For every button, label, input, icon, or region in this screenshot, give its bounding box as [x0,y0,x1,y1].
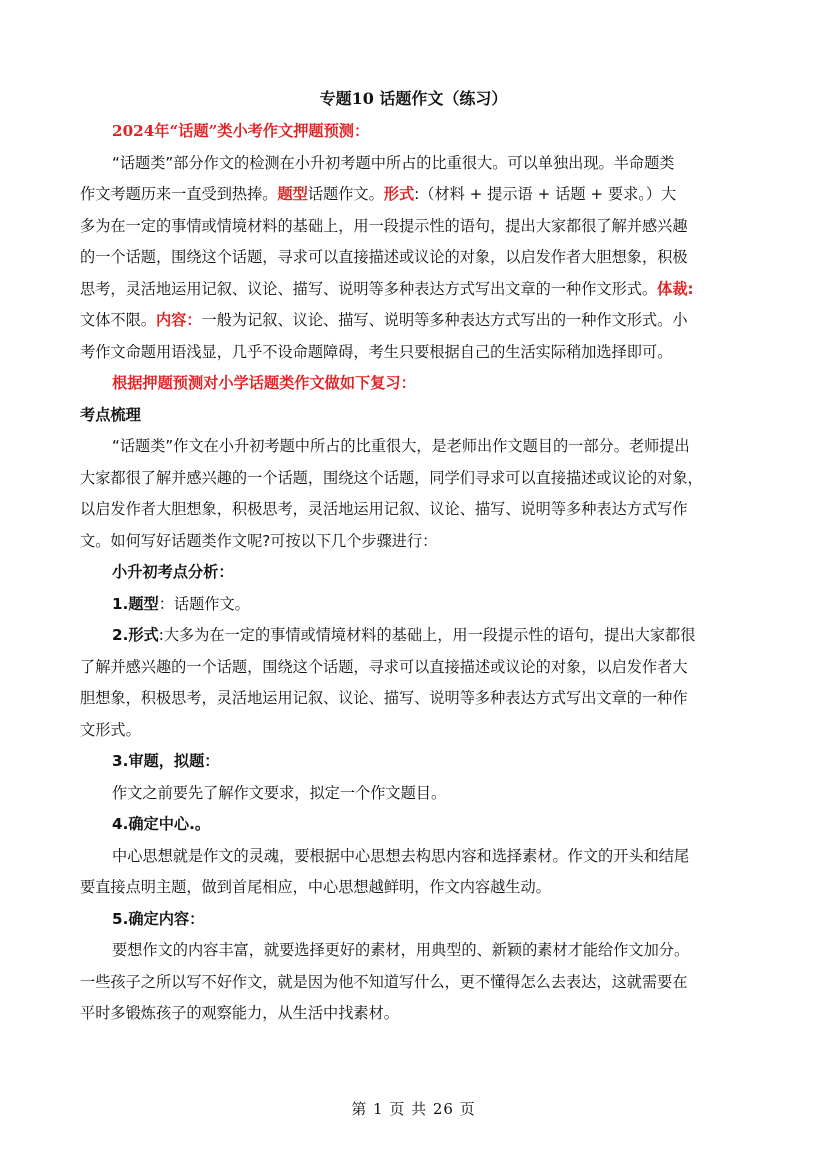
step-2-line-1 [80,620,760,652]
review-heading: 根据押题预测对小学话题类作文做如下复习： [112,374,416,392]
step-3-text: 作文之前要先了解作文要求，拟定一个作文题目。 [112,783,447,802]
step-5-line-3: 平时多锻炼孩子的观察能力，从生活中找素材。 [80,1004,399,1022]
label-tixing: 题型 [277,185,308,203]
intro-line-5 [80,274,760,306]
kaodian-line-1: “话题类”作文在小升初考题中所占的比重很大，是老师出作文题目的一部分。老师提出 [112,437,690,455]
step-2-line-4: 文形式。 [80,720,141,739]
step-1-text: ：话题作文。 [158,594,250,613]
step-4-label: 4.确定中心.。 [112,815,211,833]
intro-text: :（材料 + 提示语 + 话题 + 要求。）大 [414,185,677,203]
step-5-label: 5.确定内容： [112,909,205,928]
intro-text: 话题作文。 [307,185,384,203]
step-3-label: 3.审题，拟题： [112,752,220,770]
kaodian-title: 考点梳理 [80,405,141,424]
intro-line-1: “话题类”部分作文的检测在小升初考题中所占的比重很大。可以单独出现。半命题类 [112,153,675,172]
step-5-line-1: 要想作文的内容丰富，就要选择更好的素材，用典型的、新颖的素材才能给作文加分。 [112,941,690,959]
intro-line-3: 多为在一定的事情或情境材料的基础上，用一段提示性的语句，提出大家都很了解并感兴趣 [80,216,688,235]
analysis-title: 小升初考点分析： [112,563,234,581]
label-xingshi: 形式 [383,185,415,203]
intro-line-6 [80,305,760,337]
label-ticai: 体裁: [657,279,694,298]
intro-text: 一般为记叙、议论、描写、说明等多种表达方式写出的一种作文形式。小 [201,311,688,329]
step-2-line-3: 胆想象，积极思考，灵活地运用记叙、议论、描写、说明等多种表达方式写出文章的一种作 [80,689,688,707]
step-4-line-2: 要直接点明主题，做到首尾相应，中心思想越鲜明，作文内容越生动。 [80,878,551,896]
page-title: 专题10 话题作文（练习） [319,89,508,108]
intro-text: 作文考题历来一直受到热捧。 [80,185,278,203]
step-4-line-1: 中心思想就是作文的灵魂，要根据中心思想去构思内容和选择素材。作文的开头和结尾 [112,846,690,865]
intro-line-7: 考作文命题用语浅显，几乎不设命题障碍，考生只要根据自己的生活实际稍加选择即可。 [80,342,673,361]
page-content [80,116,760,1030]
step-2-line-2: 了解并感兴趣的一个话题，围绕这个话题，寻求可以直接描述或议论的对象，以启发作者大 [80,657,688,676]
step-1 [80,589,760,621]
kaodian-line-3: 以启发作者大胆想象，积极思考，灵活地运用记叙、议论、描写、说明等多种表达方式写作 [80,500,688,518]
kaodian-line-2: 大家都很了解并感兴趣的一个话题，围绕这个话题，同学们寻求可以直接描述或议论的对象， [80,468,703,487]
prediction-heading: 2024年“话题”类小考作文押题预测： [112,122,370,140]
page-footer: 第 1 页 共 26 页 [351,1100,476,1118]
step-2-text: :大多为在一定的事情或情境材料的基础上，用一段提示性的语句，提出大家都很 [158,626,696,644]
intro-line-2 [80,179,760,211]
step-5-line-2: 一些孩子之所以写不好作文，就是因为他不知道写什么，更不懂得怎么去表达，这就需要在 [80,972,688,991]
step-2-label: 2.形式 [112,626,159,644]
intro-text: 文体不限。 [80,311,156,329]
step-1-label: 1.题型 [112,594,159,613]
kaodian-line-4: 文。如何写好话题类作文呢?可按以下几个步骤进行： [80,531,438,550]
intro-text: 思考，灵活地运用记叙、议论、描写、说明等多种表达方式写出文章的一种作文形式。 [80,279,658,298]
intro-line-4: 的一个话题，围绕这个话题，寻求可以直接描述或议论的对象，以启发作者大胆想象，积极 [80,248,688,266]
label-neirong: 内容： [155,311,202,329]
